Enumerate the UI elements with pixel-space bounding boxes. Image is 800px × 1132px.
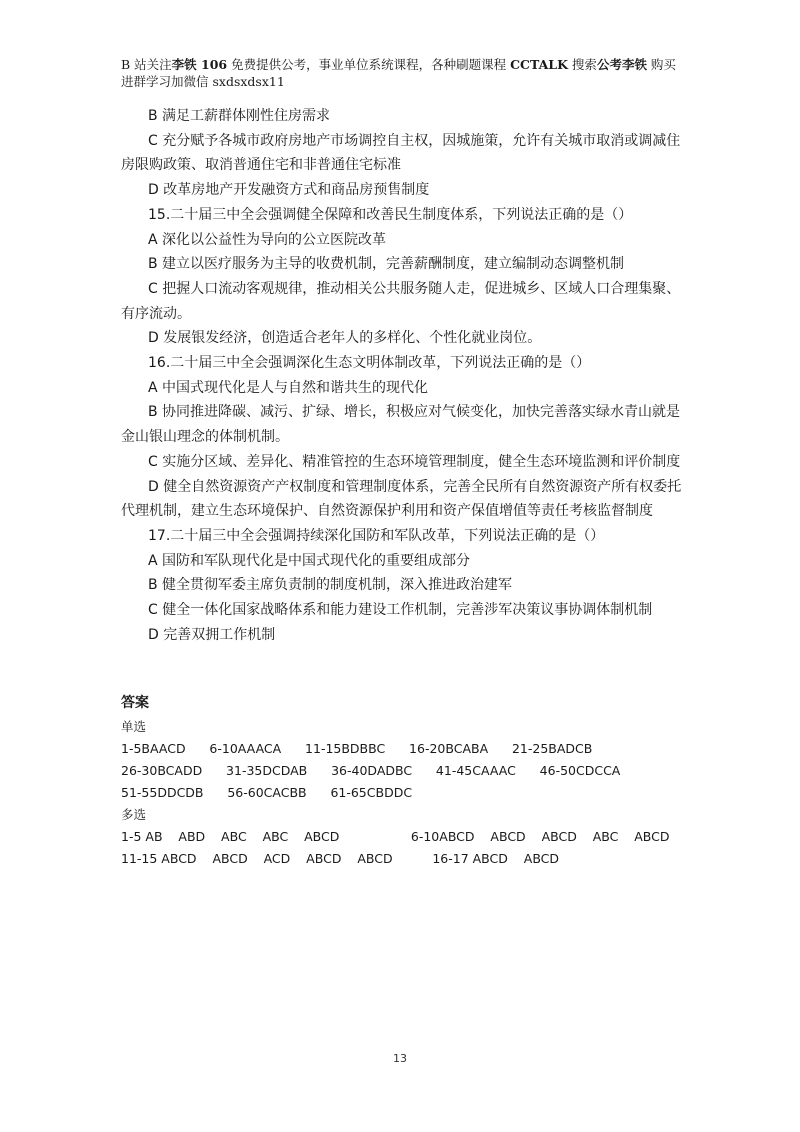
- body-paragraph: B 协同推进降碳、减污、扩绿、增长，积极应对气候变化，加快完善落实绿水青山就是金山银山理念的体制机制。: [121, 404, 681, 446]
- multi-choice-label: 多选: [121, 807, 147, 822]
- header-part-bold: 李铁 106: [171, 57, 228, 72]
- answer-title: 答案: [121, 695, 149, 711]
- header-part-bold: CCTALK: [510, 57, 568, 72]
- page-header: [121, 56, 721, 90]
- header-part: 免费提供公考，事业单位系统课程，各种刷题课程: [227, 57, 511, 72]
- single-answer-row: 26-30BCADD 31-35DCDAB 36-40DADBC 41-45CAAAC 46-50CDCCA: [121, 763, 621, 778]
- body-paragraph: C 实施分区域、差异化、精准管控的生态环境管理制度，健全生态环境监测和评价制度: [148, 453, 681, 470]
- body-paragraph: 15.二十届三中全会强调健全保障和改善民生制度体系，下列说法正确的是（）: [148, 206, 633, 223]
- question-body: [121, 104, 691, 647]
- multi-answer-row: 1-5 AB ABD ABC ABC ABCD 6-10ABCD ABCD ABCD ABC ABCD: [121, 829, 670, 844]
- body-paragraph: D 改革房地产开发融资方式和商品房预售制度: [148, 182, 430, 199]
- header-part-bold: 公考李铁: [596, 57, 647, 72]
- single-answer-row: 51-55DDCDB 56-60CACBB 61-65CBDDC: [121, 785, 413, 800]
- body-paragraph: 17.二十届三中全会强调持续深化国防和军队改革，下列说法正确的是（）: [148, 527, 605, 544]
- single-answer-row: 1-5BAACD 6-10AAACA 11-15BDBBC 16-20BCABA 21-25BADCB: [121, 741, 593, 756]
- answer-section: [121, 692, 721, 870]
- page-number: 13: [393, 1052, 407, 1065]
- body-paragraph: D 完善双拥工作机制: [148, 626, 276, 643]
- header-part: 搜索: [567, 57, 597, 72]
- header-part: B 站关注: [121, 57, 172, 72]
- body-paragraph: C 充分赋予各城市政府房地产市场调控自主权，因城施策，允许有关城市取消或调减住房限购政策、取消普通住宅和非普通住宅标准: [121, 132, 681, 174]
- single-choice-label: 单选: [121, 719, 147, 734]
- body-paragraph: C 健全一体化国家战略体系和能力建设工作机制，完善涉军决策议事协调体制机制: [148, 602, 653, 619]
- header-part: 购买: [646, 57, 676, 72]
- body-paragraph: B 建立以医疗服务为主导的收费机制，完善薪酬制度，建立编制动态调整机制: [148, 256, 625, 273]
- header-line-1: [121, 56, 721, 73]
- header-line-2: 进群学习加微信 sxdsxdsx11: [121, 74, 285, 89]
- multi-answer-row: 11-15 ABCD ABCD ACD ABCD ABCD 16-17 ABCD ABCD: [121, 851, 560, 866]
- body-paragraph: A 国防和军队现代化是中国式现代化的重要组成部分: [148, 552, 471, 569]
- body-paragraph: D 健全自然资源资产产权制度和管理制度体系，完善全民所有自然资源资产所有权委托代理机制，建立生态环境保护、自然资源保护利用和资产保值增值等责任考核监督制度: [121, 478, 682, 520]
- body-paragraph: B 健全贯彻军委主席负责制的制度机制，深入推进政治建军: [148, 577, 513, 594]
- body-paragraph: B 满足工薪群体刚性住房需求: [148, 108, 331, 124]
- body-paragraph: D 发展银发经济，创造适合老年人的多样化、个性化就业岗位。: [148, 330, 542, 347]
- body-paragraph: A 深化以公益性为导向的公立医院改革: [148, 231, 387, 248]
- body-paragraph: 16.二十届三中全会强调深化生态文明体制改革，下列说法正确的是（）: [148, 355, 591, 372]
- body-paragraph: C 把握人口流动客观规律，推动相关公共服务随人走，促进城乡、区域人口合理集聚、有序流动。: [121, 280, 681, 322]
- body-paragraph: A 中国式现代化是人与自然和谐共生的现代化: [148, 379, 429, 396]
